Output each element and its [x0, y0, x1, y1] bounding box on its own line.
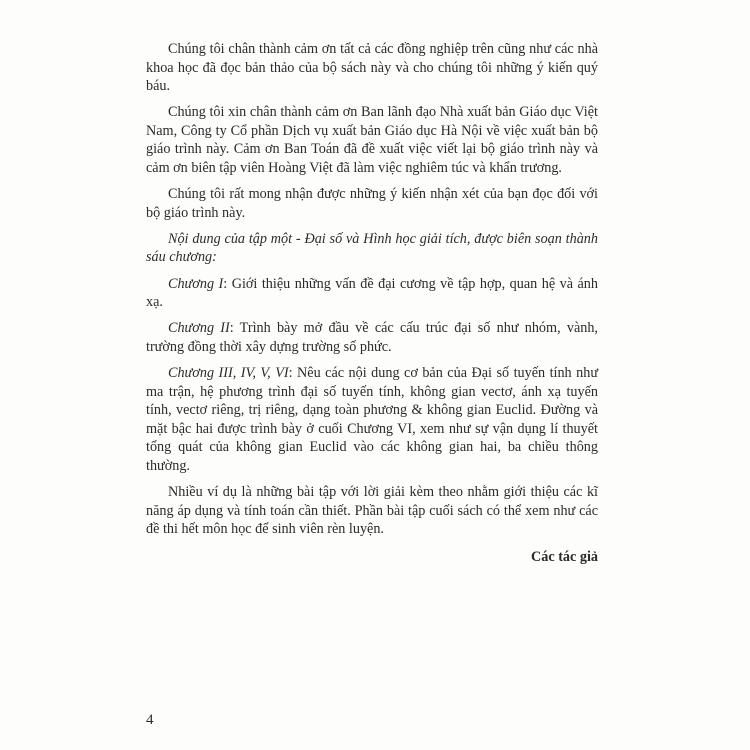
paragraph-volume-intro [146, 230, 598, 267]
paragraph-exercises: Nhiều ví dụ là những bài tập với lời giải kèm theo nhằm giới thiệu các kĩ năng áp dụng và tính toán cần thiết. Phần bài tập cuối sách có thể xem như các đề thi hết môn học để sinh viên rèn luyện. [146, 483, 598, 538]
authors-signature: Các tác giả [531, 548, 598, 565]
page-number: 4 [146, 712, 154, 728]
paragraph-chapter-1 [146, 275, 598, 312]
chapter-1-label: Chương I [168, 275, 224, 292]
chapters-3-6-text: : Nêu các nội dung cơ bản của Đại số tuyến tính như ma trận, hệ phương trình đại số tuyến tính, không gian vectơ, ánh xạ tuyến tính, vectơ riêng, trị riêng, dạng toàn phương & không gian Euclid. Đường và mặt bậc hai được trình bày ở cuối Chương VI, xem như sự vận dụng lí thuyết tổng quát của không gian Euclid vào các không gian hai, ba chiều thông thường. [146, 364, 599, 474]
chapter-2-label: Chương II [168, 320, 230, 337]
chapter-2-text: : Trình bày mở đầu về các cấu trúc đại số như nhóm, vành, trường đồng thời xây dựng trường số phức. [146, 320, 598, 355]
chapter-1-text: : Giới thiệu những vấn đề đại cương về tập hợp, quan hệ và ánh xạ. [146, 275, 598, 311]
paragraph-acknowledgement-colleagues: Chúng tôi chân thành cảm ơn tất cả các đồng nghiệp trên cũng như các nhà khoa học đã đọc bản thảo của bộ sách này và cho chúng tôi những ý kiến quý báu. [146, 41, 598, 95]
paragraph-acknowledgement-publisher: Chúng tôi xin chân thành cảm ơn Ban lãnh đạo Nhà xuất bản Giáo dục Việt Nam, Công ty Cổ phần Dịch vụ xuất bản Giáo dục Hà Nội về việc xuất bản bộ giáo trình này. Cảm ơn Ban Toán đã đề xuất việc viết lại bộ giáo trình này và cảm ơn biên tập viên Hoàng Việt đã làm việc nghiêm túc và khẩn trương. [146, 104, 598, 177]
page-body [146, 40, 598, 574]
chapters-3-6-label: Chương III, IV, V, VI [168, 364, 289, 381]
paragraph-feedback-request: Chúng tôi rất mong nhận được những ý kiến nhận xét của bạn đọc đối với bộ giáo trình này. [146, 186, 598, 221]
paragraph-chapters-3-6 [146, 364, 598, 476]
volume-intro-text: Nội dung của tập một - Đại số và Hình học giải tích, được biên soạn thành sáu chương: [146, 230, 598, 266]
paragraph-chapter-2 [146, 319, 598, 356]
